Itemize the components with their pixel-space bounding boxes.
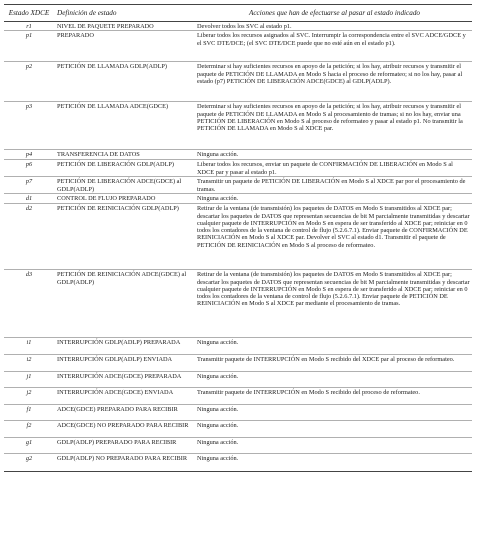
state-cell: p2 [4,62,54,102]
table-row [4,194,472,204]
definition-cell: PETICIÓN DE LIBERACIÓN GDLP(ADLP) [54,160,194,177]
definition-cell: INTERRUPCIÓN GDLP(ADLP) PREPARADA [54,338,194,355]
action-cell: Determinar si hay suficientes recursos en apoyo de la petición; si los hay, atribuir recursos y transmitir el paquete de PETICIÓN DE LLAMADA en Modo S al procesamiento de tramas; si no los hay, enviar una PETICIÓN DE LIBERACIÓN en Modo S al proceso de reformateo y pasar al estado p1. No transmitir la PETICIÓN DE LLAMADA en Modo S al XDCE par. [194,102,472,150]
action-cell: Devolver todos los SVC al estado p1. [194,22,472,31]
definition-cell: INTERRUPCIÓN ADCE(GDCE) ENVIADA [54,388,194,405]
header-definition: Definición de estado [54,5,194,22]
definition-cell: ADCE(GDCE) NO PREPARADO PARA RECIBIR [54,421,194,438]
state-cell: d1 [4,194,54,204]
action-cell: Ninguna acción. [194,338,472,355]
table-row [4,372,472,388]
action-cell: Ninguna acción. [194,438,472,454]
table-row [4,405,472,421]
action-cell: Ninguna acción. [194,194,472,204]
table-row [4,62,472,102]
state-cell: f1 [4,405,54,421]
definition-cell: TRANSFERENCIA DE DATOS [54,150,194,160]
table-row [4,160,472,177]
action-cell: Transmitir un paquete de PETICIÓN DE LIBERACIÓN en Modo S al XDCE par por el procesamiento de tramas. [194,177,472,194]
action-cell: Liberar todos los recursos, enviar un paquete de CONFIRMACIÓN DE LIBERACIÓN en Modo S al XDCE par y pasar al estado p1. [194,160,472,177]
action-cell: Ninguna acción. [194,405,472,421]
state-cell: p6 [4,160,54,177]
definition-cell: PETICIÓN DE LLAMADA ADCE(GDCE) [54,102,194,150]
state-cell: f2 [4,421,54,438]
action-cell: Retirar de la ventana (de transmisión) los paquetes de DATOS en Modo S transmitidos al XDCE par; descartar los paquetes de DATOS que representan secuencias de bit M parcialmente transmitidas y descartar cualquier paquete de INTERRUPCIÓN en Modo S en espera de ser transferido al XDCE par; reiniciar en 0 todos los contadores de la ventana de control de flujo (5.2.6.7.1). Enviar paquete de PETICIÓN DE REINICIACIÓN en Modo S al XDCE par mediante el procesamiento de tramas. [194,270,472,338]
header-actions: Acciones que han de efectuarse al pasar al estado indicado [194,5,472,22]
table-row [4,177,472,194]
action-cell: Ninguna acción. [194,454,472,472]
definition-cell: NIVEL DE PAQUETE PREPARADO [54,22,194,31]
definition-cell: GDLP(ADLP) PREPARADO PARA RECIBIR [54,438,194,454]
table-row [4,22,472,31]
action-cell: Ninguna acción. [194,421,472,438]
definition-cell: INTERRUPCIÓN GDLP(ADLP) ENVIADA [54,355,194,372]
definition-cell: INTERRUPCIÓN ADCE(GDCE) PREPARADA [54,372,194,388]
table-row [4,438,472,454]
state-cell: i2 [4,355,54,372]
action-cell: Determinar si hay suficientes recursos en apoyo de la petición; si los hay, atribuir recursos y transmitir el paquete de PETICIÓN DE LLAMADA en Modo S hacia el proceso de reformateo; si no los hay, pasar al estado (p7) PETICIÓN DE LIBERACIÓN ADCE(GDCE) al GDLP(ADLP). [194,62,472,102]
table-row [4,388,472,405]
table-row [4,338,472,355]
table-row [4,355,472,372]
action-cell: Ninguna acción. [194,150,472,160]
table-row [4,421,472,438]
state-cell: d2 [4,204,54,270]
state-cell: d3 [4,270,54,338]
state-cell: p7 [4,177,54,194]
action-cell: Transmitir paquete de INTERRUPCIÓN en Modo S recibido del XDCE par al proceso de reformateo. [194,355,472,372]
definition-cell: PETICIÓN DE LIBERACIÓN ADCE(GDCE) al GDLP(ADLP) [54,177,194,194]
definition-cell: GDLP(ADLP) NO PREPARADO PARA RECIBIR [54,454,194,472]
table-row [4,454,472,472]
table-row [4,204,472,270]
definition-cell: CONTROL DE FLUJO PREPARADO [54,194,194,204]
state-cell: g1 [4,438,54,454]
header-state: Estado XDCE [4,5,54,22]
state-cell: p1 [4,31,54,62]
action-cell: Ninguna acción. [194,372,472,388]
state-cell: j2 [4,388,54,405]
definition-cell: PETICIÓN DE REINICIACIÓN ADCE(GDCE) al GDLP(ADLP) [54,270,194,338]
state-cell: r1 [4,22,54,31]
header-row [4,5,472,22]
state-cell: j1 [4,372,54,388]
table-row [4,31,472,62]
definition-cell: ADCE(GDCE) PREPARADO PARA RECIBIR [54,405,194,421]
state-cell: g2 [4,454,54,472]
state-cell: i1 [4,338,54,355]
action-cell: Liberar todos los recursos asignados al SVC. Interrumpir la correspondencia entre el SVC ADCE/GDCE y el SVC DTE/DCE; (el SVC DTE/DCE puede que no esté aún en el estado p1). [194,31,472,62]
definition-cell: PETICIÓN DE REINICIACIÓN GDLP(ADLP) [54,204,194,270]
table-row [4,150,472,160]
table-row [4,102,472,150]
definition-cell: PETICIÓN DE LLAMADA GDLP(ADLP) [54,62,194,102]
definition-cell: PREPARADO [54,31,194,62]
state-cell: p3 [4,102,54,150]
state-table [4,4,472,472]
table-row [4,270,472,338]
action-cell: Retirar de la ventana (de transmisión) los paquetes de DATOS en Modo S transmitidos al XDCE par; descartar los paquetes de DATOS que representan secuencias de bit M parcialmente transmitidas y descartar cualquier paquete de INTERRUPCIÓN en Modo S en espera de ser transferido al XDCE par; reiniciar en 0 todos los contadores de la ventana de control de flujo (5.2.6.7.1). Enviar paquete de CONFIRMACIÓN DE REINICIACIÓN en Modo S al XDCE par. Devolver el SVC al estado d1. Transmitir el paquete de PETICIÓN DE REINICIACIÓN en Modo S al proceso de reformateo. [194,204,472,270]
action-cell: Transmitir paquete de INTERRUPCIÓN en Modo S recibido del proceso de reformateo. [194,388,472,405]
state-cell: p4 [4,150,54,160]
